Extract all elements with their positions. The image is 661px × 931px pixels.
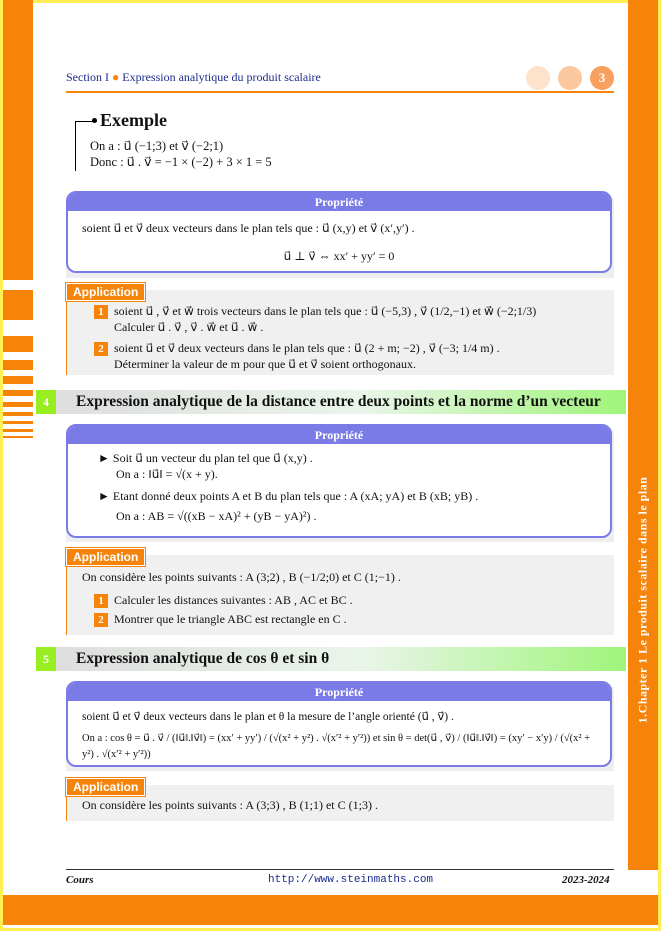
footer-rule xyxy=(66,869,614,870)
example-line: On a : u⃗ (−1;3) et v⃗ (−2;1) xyxy=(90,139,224,153)
application-item-line: Déterminer la valeur de m pour que u⃗ et v⃗ soient orthogonaux. xyxy=(114,357,416,371)
property-line: Etant donné deux points A et B du plan tels que : A (xA; yA) et B (xB; yB) . xyxy=(112,489,479,503)
footer-year: 2023-2024 xyxy=(562,874,610,886)
left-stripe xyxy=(3,402,33,407)
footer-left: Cours xyxy=(66,874,94,886)
property-line: On a : ‖u⃗‖ = √(x + y). xyxy=(116,467,218,481)
left-stripe xyxy=(3,436,33,438)
property-body xyxy=(68,211,610,273)
left-decor-block xyxy=(3,290,33,320)
item-number: 2 xyxy=(94,613,108,627)
application-item xyxy=(94,593,353,608)
example-bullet xyxy=(92,118,97,123)
application-item-line: Calculer u⃗ . v⃗ , v⃗ . w⃗ et u⃗ . w⃗ . xyxy=(114,320,264,334)
application-intro: On considère les points suivants : A (3;2) , B (−1/2;0) et C (1;−1) . xyxy=(82,570,401,584)
property-bullet-line xyxy=(98,488,596,504)
left-stripe xyxy=(3,429,33,432)
left-stripe xyxy=(3,336,33,352)
header-circle xyxy=(558,66,582,90)
item-text: soient u⃗ et v⃗ deux vecteurs dans le plan tels que : u⃗ (2 + m; −2) , v⃗ (−3; 1/4 m) . xyxy=(114,341,500,355)
property-formula: On a : cos θ = u⃗ . v⃗ / (‖u⃗‖.‖v⃗‖) = (xx′ + yy′) / (√(x² + y²) . √(x′² + y′²)) et sin θ = det(u⃗ , v⃗) / (‖u⃗‖.‖v⃗‖) = (xy′ − x′y) / (√(x² + y²) . √(x′² + y′²)) xyxy=(82,733,591,760)
bottom-decor-bar xyxy=(3,895,658,925)
property-line: soient u⃗ et v⃗ deux vecteurs dans le plan et θ la mesure de l’angle orienté (u⃗ , v⃗) . xyxy=(82,711,454,723)
left-stripe xyxy=(3,390,33,396)
section-heading xyxy=(36,390,626,414)
application-item xyxy=(94,612,347,627)
item-text: soient u⃗ , v⃗ et w⃗ trois vecteurs dans le plan tels que : u⃗ (−5,3) , v⃗ (1/2,−1) et w⃗ (−2;1/3) xyxy=(114,304,537,318)
property-box xyxy=(66,424,612,538)
left-stripe xyxy=(3,360,33,370)
header-title: Expression analytique du produit scalaire xyxy=(122,70,321,84)
property-line: soient u⃗ et v⃗ deux vecteurs dans le plan tels que : u⃗ (x,y) et v⃗ (x′,y′) . xyxy=(82,221,415,235)
left-stripe xyxy=(3,421,33,424)
header-rule xyxy=(66,91,614,93)
application-label: Application xyxy=(66,283,145,301)
header-circle xyxy=(526,66,550,90)
example-body xyxy=(90,138,272,170)
application-label: Application xyxy=(66,548,145,566)
section-label: Section I xyxy=(66,70,109,84)
section-heading xyxy=(36,647,626,671)
application-intro: On considère les points suivants : A (3;3) , B (1;1) et C (1;3) . xyxy=(82,798,378,812)
application-item xyxy=(94,304,536,319)
application-item xyxy=(94,341,500,356)
item-number: 1 xyxy=(94,305,108,319)
item-number: 2 xyxy=(94,342,108,356)
section-title: Expression analytique de la distance entre deux points et la norme d’un vecteur xyxy=(76,393,601,410)
property-box xyxy=(66,681,612,767)
triangle-bullet-icon: ► xyxy=(98,451,110,465)
property-heading: Propriété xyxy=(68,426,610,444)
footer-link[interactable]: http://www.steinmaths.com xyxy=(268,874,434,886)
example-rule-v xyxy=(75,121,76,171)
section-number: 5 xyxy=(36,647,56,671)
example-line: Donc : u⃗ . v⃗ = −1 × (−2) + 3 × 1 = 5 xyxy=(90,155,272,169)
property-formula: u⃗ ⊥ v⃗ ⇔ xx′ + yy′ = 0 xyxy=(283,249,395,263)
property-body xyxy=(68,701,610,767)
property-line: On a : AB = √((xB − xA)² + (yB − yA)²) . xyxy=(116,509,317,523)
page-number: 3 xyxy=(590,66,614,90)
running-header xyxy=(66,70,321,85)
item-text: Calculer les distances suivantes : AB , AC et BC . xyxy=(114,593,353,607)
bullet-dot: ● xyxy=(112,70,120,84)
property-bullet-line xyxy=(98,450,596,466)
section-number: 4 xyxy=(36,390,56,414)
item-text: Montrer que le triangle ABC est rectangle en C . xyxy=(114,612,347,626)
property-box xyxy=(66,191,612,273)
property-heading: Propriété xyxy=(68,683,610,701)
left-decor-bar xyxy=(3,0,33,280)
property-heading: Propriété xyxy=(68,193,610,211)
application-label: Application xyxy=(66,778,145,796)
triangle-bullet-icon: ► xyxy=(98,489,110,503)
left-stripe xyxy=(3,376,33,384)
left-stripe xyxy=(3,412,33,416)
section-title: Expression analytique de cos θ et sin θ xyxy=(76,650,330,667)
chapter-side-title: 1.Chapter 1 Le produit scalaire dans le plan xyxy=(635,476,650,724)
example-title: Exemple xyxy=(100,110,167,130)
property-body xyxy=(68,444,610,530)
item-number: 1 xyxy=(94,594,108,608)
property-line: Soit u⃗ un vecteur du plan tel que u⃗ (x,y) . xyxy=(112,451,313,465)
